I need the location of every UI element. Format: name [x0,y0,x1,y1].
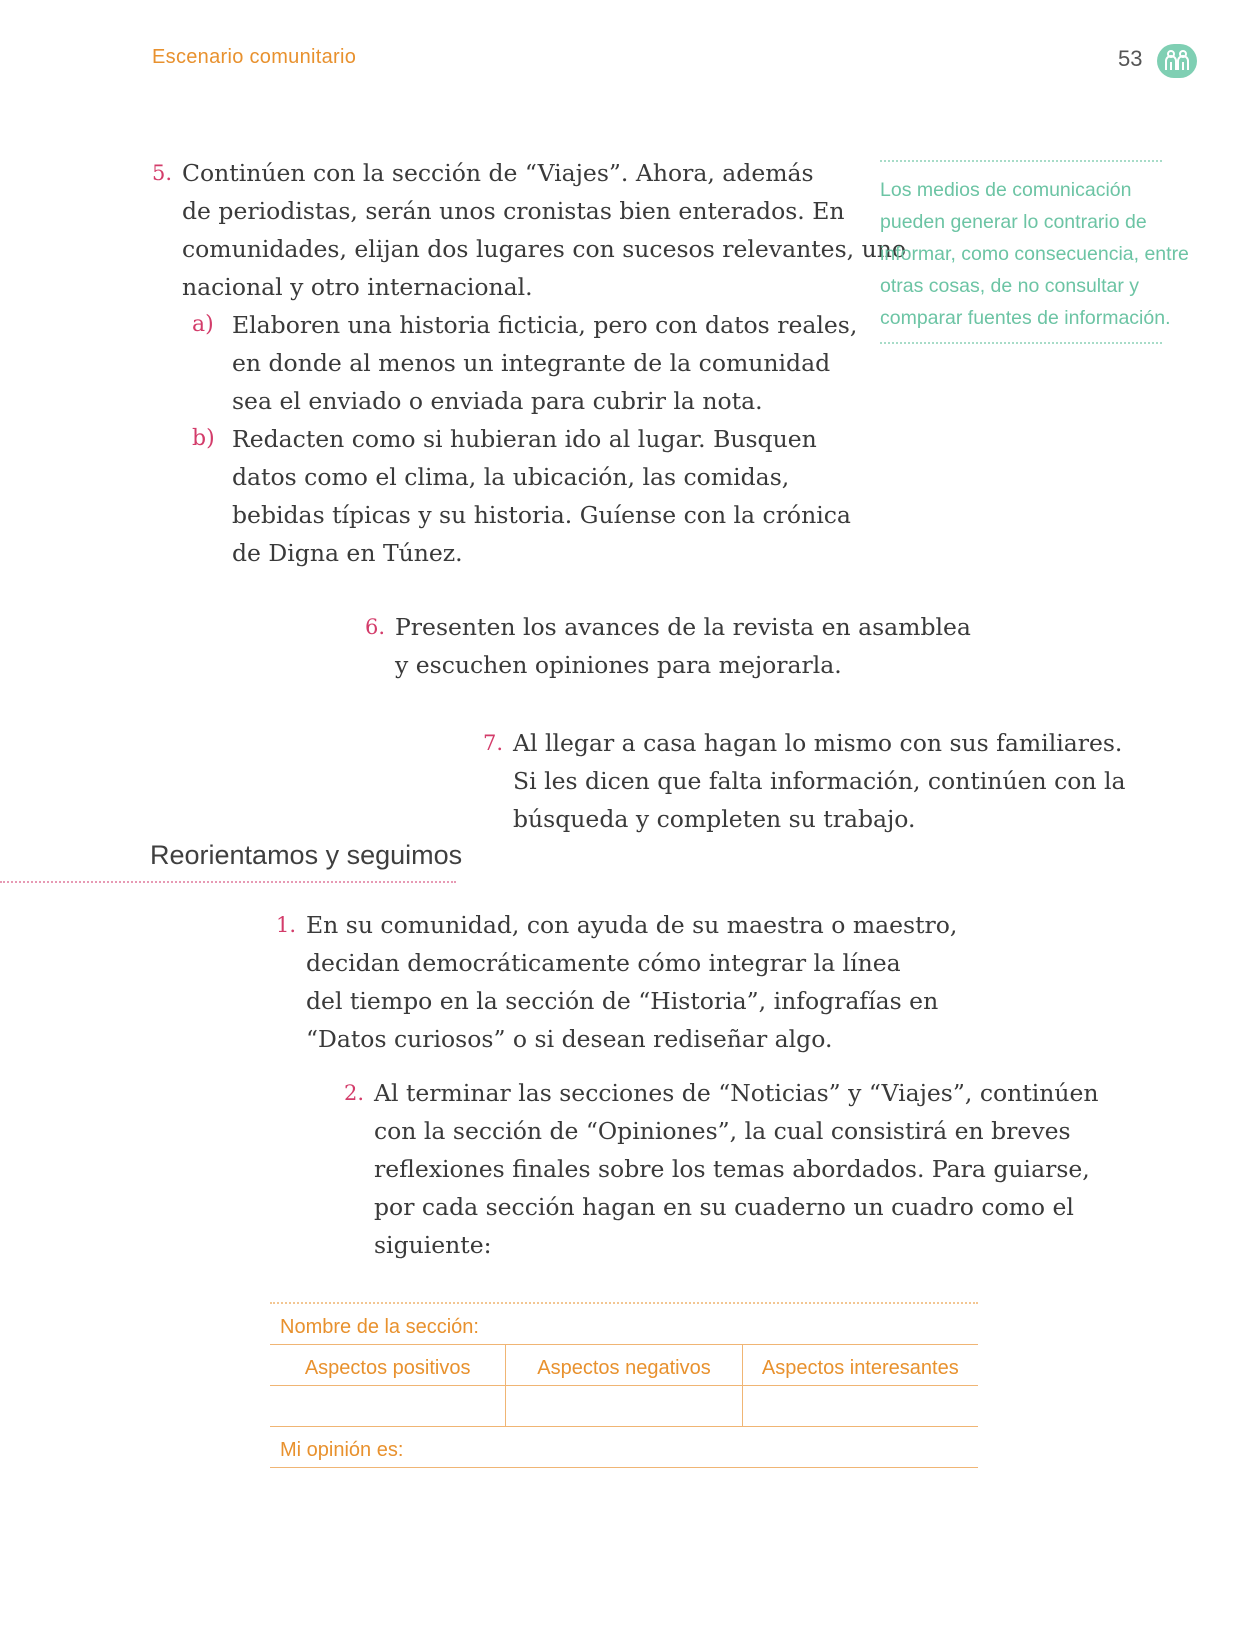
activity-number: 6. [365,615,386,639]
text-line: por cada sección hagan en su cuaderno un cuadro como el [374,1193,1074,1221]
subitem-letter: b) [192,426,215,451]
text-line: Al llegar a casa hagan lo mismo con sus familiares. [513,729,1123,757]
section-name-label: Nombre de la sección: [280,1316,479,1338]
text-line: sea el enviado o enviada para cubrir la nota. [232,387,763,415]
note-line: Los medios de comunicación [880,179,1132,201]
activity-1 [276,906,957,1058]
text-line: Si les dicen que falta información, continúen con la [513,767,1126,795]
table-row-empty [270,1386,978,1427]
text-line: “Datos curiosos” o si desean rediseñar algo. [306,1025,833,1053]
text-line: con la sección de “Opiniones”, la cual consistirá en breves [374,1117,1071,1145]
text-line: nacional y otro internacional. [182,273,533,301]
table-row-opinion [270,1427,978,1468]
text-line: de Digna en Túnez. [232,539,463,567]
text-line: de periodistas, serán unos cronistas bien enterados. En [182,197,845,225]
activity-7 [483,724,1126,838]
text-line: siguiente: [374,1231,492,1259]
text-line: comunidades, elijan dos lugares con sucesos relevantes, uno [182,235,906,263]
column-header-positive: Aspectos positivos [304,1357,471,1379]
header-section-title: Escenario comunitario [152,46,357,68]
empty-cell [505,1386,741,1426]
text-line: del tiempo en la sección de “Historia”, infografías en [306,987,939,1015]
text-line: Al terminar las secciones de “Noticias” y “Viajes”, continúen [374,1079,1099,1107]
community-logo-icon [1157,44,1197,78]
opinion-table [270,1302,978,1468]
opinion-label: Mi opinión es: [280,1439,404,1461]
page-number: 53 [1118,46,1143,71]
text-line: reflexiones finales sobre los temas abordados. Para guiarse, [374,1155,1090,1183]
activity-number: 7. [483,731,504,755]
empty-cell [742,1386,978,1426]
text-line: Presenten los avances de la revista en asamblea [395,613,971,641]
note-line: comparar fuentes de información. [880,307,1171,329]
activity-number: 2. [344,1081,365,1105]
subitem-a [192,306,906,420]
activity-number: 5. [152,161,173,185]
text-line: datos como el clima, la ubicación, las comidas, [232,463,790,491]
text-line: búsqueda y completen su trabajo. [513,805,916,833]
text-line: decidan democráticamente cómo integrar la línea [306,949,901,977]
activity-6 [365,608,971,684]
section-heading: Reorientamos y seguimos [150,840,463,870]
note-line: pueden generar lo contrario de [880,211,1147,233]
column-header-interesting: Aspectos interesantes [742,1345,978,1385]
column-header-negative: Aspectos negativos [505,1345,741,1385]
text-line: en donde al menos un integrante de la comunidad [232,349,831,377]
text-line: En su comunidad, con ayuda de su maestra o maestro, [306,911,958,939]
activity-2 [344,1074,1099,1264]
text-line: y escuchen opiniones para mejorarla. [395,651,842,679]
text-line: Redacten como si hubieran ido al lugar. Busquen [232,425,817,453]
note-line: informar, como consecuencia, entre [880,243,1189,265]
table-row-section-name [270,1304,978,1345]
note-line: otras cosas, de no consultar y [880,275,1140,297]
text-line: Elaboren una historia ficticia, pero con datos reales, [232,311,858,339]
empty-cell [270,1386,505,1426]
table-row-headers [270,1345,978,1386]
subitem-b [192,420,906,572]
activity-5 [152,154,906,572]
subitem-letter: a) [192,312,214,337]
text-line: bebidas típicas y su historia. Guíense con la crónica [232,501,851,529]
text-line: Continúen con la sección de “Viajes”. Ahora, además [182,159,814,187]
activity-number: 1. [276,913,297,937]
heading-divider [0,881,456,883]
sidebar-note [880,160,1189,344]
